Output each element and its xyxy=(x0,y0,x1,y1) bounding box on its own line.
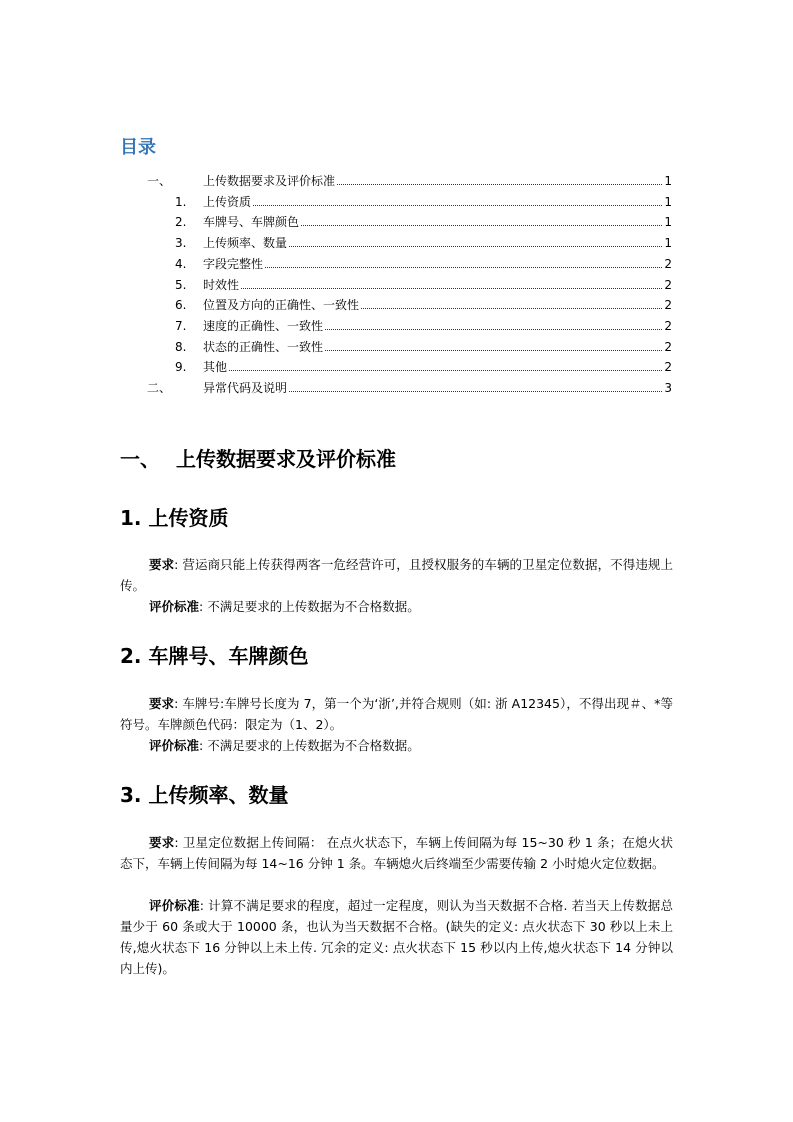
evaluation-label: 评价标准 xyxy=(149,898,200,913)
toc-leader-dots xyxy=(289,245,662,247)
toc-entry-text: 位置及方向的正确性、一致性 xyxy=(203,298,360,313)
toc-entry[interactable] xyxy=(175,357,672,377)
evaluation-paragraph xyxy=(120,596,673,617)
toc-entry-number: 二、 xyxy=(147,381,172,395)
toc-entry-page: 1 xyxy=(664,236,672,251)
toc-entry-text: 其他 xyxy=(203,360,228,375)
toc-leader-dots xyxy=(325,349,662,351)
toc-entry-number: 8. xyxy=(175,339,187,354)
toc-leader-dots xyxy=(253,204,662,206)
toc-leader-dots xyxy=(301,224,662,226)
toc-entry-number: 7. xyxy=(175,318,187,333)
evaluation-paragraph xyxy=(120,895,673,979)
toc-entry[interactable] xyxy=(175,275,672,295)
toc-entry-text: 状态的正确性、一致性 xyxy=(203,339,324,354)
toc-entry-text: 车牌号、车牌颜色 xyxy=(203,215,300,230)
toc-entry-number: 5. xyxy=(175,277,187,292)
toc-entry-number: 6. xyxy=(175,298,187,313)
toc-entry-page: 1 xyxy=(664,174,672,188)
toc-entry-text: 上传资质 xyxy=(203,194,252,209)
toc-entry-page: 2 xyxy=(664,298,672,313)
toc-entry-text: 异常代码及说明 xyxy=(203,381,288,395)
toc-entry-number: 1. xyxy=(175,194,187,209)
requirement-label: 要求 xyxy=(149,696,175,711)
toc-entry[interactable] xyxy=(175,192,672,212)
section-heading xyxy=(120,445,396,473)
toc-entry-page: 2 xyxy=(664,318,672,333)
evaluation-paragraph xyxy=(120,735,673,756)
toc-entry-text: 上传数据要求及评价标准 xyxy=(203,174,336,188)
toc-entry[interactable] xyxy=(147,378,672,398)
toc-entry-page: 1 xyxy=(664,215,672,230)
evaluation-text: : 不满足要求的上传数据为不合格数据。 xyxy=(199,738,420,753)
toc-entry-text: 时效性 xyxy=(203,277,240,292)
section-title: 上传数据要求及评价标准 xyxy=(176,447,396,471)
toc-entry-page: 3 xyxy=(664,381,672,395)
toc-entry[interactable] xyxy=(147,171,672,191)
toc-entry-page: 1 xyxy=(664,194,672,209)
evaluation-label: 评价标准 xyxy=(149,599,200,614)
toc-entry[interactable] xyxy=(175,337,672,357)
requirement-paragraph xyxy=(120,832,673,874)
toc-entry-page: 2 xyxy=(664,256,672,271)
toc-entry-page: 2 xyxy=(664,277,672,292)
toc-entry[interactable] xyxy=(175,233,672,253)
subsection-heading: 1. 上传资质 xyxy=(120,506,229,530)
requirement-label: 要求 xyxy=(149,835,175,850)
toc-entry-text: 字段完整性 xyxy=(203,256,264,271)
requirement-text: : 车牌号:车牌号长度为 7，第一个为‘浙’,并符合规则（如: 浙 A12345），不得出现＃、*等符号。车牌颜色代码：限定为（1、2）。 xyxy=(120,696,673,732)
requirement-label: 要求 xyxy=(149,557,175,572)
subsection-heading: 2. 车牌号、车牌颜色 xyxy=(120,644,309,668)
toc-leader-dots xyxy=(361,307,662,309)
toc-entry[interactable] xyxy=(175,254,672,274)
toc-leader-dots xyxy=(325,328,662,330)
toc-entry[interactable] xyxy=(175,316,672,336)
toc-leader-dots xyxy=(265,266,662,268)
toc-entry[interactable] xyxy=(175,295,672,315)
toc-entry-page: 2 xyxy=(664,360,672,375)
requirement-text: : 卫星定位数据上传间隔： 在点火状态下，车辆上传间隔为每 15~30 秒 1 条；在熄火状态下，车辆上传间隔为每 14~16 分钟 1 条。车辆熄火后终端至少需要传输 2 小时熄火定位数据。 xyxy=(120,835,673,871)
evaluation-label: 评价标准 xyxy=(149,738,200,753)
toc-entry-text: 速度的正确性、一致性 xyxy=(203,318,324,333)
subsection-heading: 3. 上传频率、数量 xyxy=(120,783,289,807)
toc-leader-dots xyxy=(289,390,662,392)
toc-entry-number: 9. xyxy=(175,360,187,375)
toc-entry-number: 一、 xyxy=(147,174,172,188)
toc-entry-number: 2. xyxy=(175,215,187,230)
requirement-paragraph xyxy=(120,693,673,735)
toc-leader-dots xyxy=(241,287,662,289)
toc-leader-dots xyxy=(229,369,662,371)
toc-entry-number: 3. xyxy=(175,236,187,251)
toc-entry-text: 上传频率、数量 xyxy=(203,236,288,251)
toc-leader-dots xyxy=(337,183,662,185)
toc-title: 目录 xyxy=(120,137,156,158)
toc-entry-page: 2 xyxy=(664,339,672,354)
evaluation-text: : 计算不满足要求的程度，超过一定程度，则认为当天数据不合格. 若当天上传数据总量少于 60 条或大于 10000 条，也认为当天数据不合格。(缺失的定义: 点火状态下 30 秒以上未上传,熄火状态下 16 分钟以上未上传. 冗余的定义: 点火状态下 15 秒以内上传,熄火状态下 14 分钟以内上传)。 xyxy=(120,898,673,976)
requirement-paragraph xyxy=(120,554,673,596)
toc-entry-number: 4. xyxy=(175,256,187,271)
requirement-text: : 营运商只能上传获得两客一危经营许可，且授权服务的车辆的卫星定位数据，不得违规上传。 xyxy=(120,557,673,593)
toc-entry[interactable] xyxy=(175,212,672,232)
section-number: 一、 xyxy=(120,447,160,471)
evaluation-text: : 不满足要求的上传数据为不合格数据。 xyxy=(199,599,420,614)
